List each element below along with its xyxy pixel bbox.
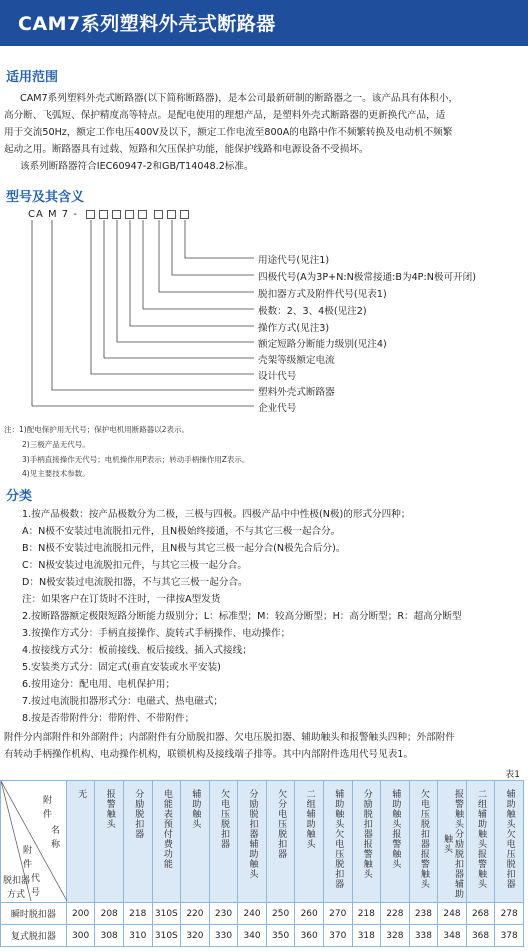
table-cell: 330 (209, 925, 238, 947)
table-row (1, 903, 524, 925)
table-cell: 218 (352, 903, 381, 925)
model-note: 4)见主要技术参数。 (22, 469, 90, 478)
table-cell: 270 (323, 903, 352, 925)
table-header-cell: 无 (66, 781, 95, 903)
classification-accessory-line: 有转动手柄操作机构、电动操作机构，联锁机构及接线端子排等。其中内部附件选用代号见表1。 (4, 749, 414, 760)
table-cell: 230 (209, 903, 238, 925)
scope-line: 高分断、飞弧短、保护精度高等特点。是配电使用的理想产品，是塑料外壳式断路器的更新换代产品，适 (4, 110, 446, 121)
corner-text: 称 (51, 840, 61, 850)
classification-line: 5.安装类方式分：固定式(垂直安装或水平安装) (22, 662, 221, 673)
table-header-cell: 分励脱扣器 (123, 781, 152, 903)
table-cell: 278 (495, 903, 524, 925)
classification-line: 1.按产品极数：按产品极数分为二极，三极与四极。四极产品中中性极(N极)的形式分四种； (22, 509, 411, 520)
classification-line: D：N极安装过电流脱扣器，不与其它三极一起分合。 (22, 577, 248, 588)
table-cell: 228 (381, 903, 410, 925)
table-header-cell: 辅助触头报警触头 (381, 781, 410, 903)
table-cell: 238 (409, 903, 438, 925)
code-label: 四极代号(A为3P+N:N极常接通:B为4P:N极可开闭) (258, 272, 476, 283)
model-note: 3)手柄直接操作无代号；电机操作用P表示；转动手柄操作用Z表示。 (22, 455, 250, 464)
table-cell: 218 (123, 903, 152, 925)
classification-line: 4.按接线方式分：板前接线、板后接线、插入式接线； (22, 645, 252, 656)
table-cell: 378 (495, 925, 524, 947)
table-row-name: 复式脱扣器 (1, 925, 67, 947)
table-row-name: 瞬时脱扣器 (1, 903, 67, 925)
table-header-cell: 辅助触头欠电压脱扣器 (323, 781, 352, 903)
table-cell: 208 (95, 903, 124, 925)
table-cell: 338 (409, 925, 438, 947)
table-cell: 268 (466, 903, 495, 925)
table-corner-cell (1, 781, 67, 903)
code-label: 设计代号 (258, 371, 297, 382)
classification-line: B：N极不安装过电流脱扣元件，且N极与其它三极一起分合(N极先合后分)。 (22, 543, 346, 554)
table-cell: 300 (66, 925, 95, 947)
table-header-cell: 辅助触头欠电压脱扣器 (495, 781, 524, 903)
classification-line: A：N极不安装过电流脱扣元件，且N极始终接通，不与其它三极一起合分。 (22, 526, 341, 537)
code-label: 用途代号(见注1) (258, 255, 330, 266)
model-code-prefix: CA M 7 - (28, 209, 78, 220)
table-header-cell: 欠分电压脱扣器 (266, 781, 295, 903)
table-header-cell: 二组辅助触头 (295, 781, 324, 903)
classification-line: 注：如果客户在订货时不注时，一律按A型发货 (22, 594, 221, 605)
section-title-model: 型号及其含义 (6, 190, 85, 205)
table-label: 表1 (505, 770, 520, 780)
table-header-cell: 报警触头分励脱扣器辅助触头 (438, 781, 467, 903)
code-label: 企业代号 (258, 403, 297, 414)
table-cell: 368 (466, 925, 495, 947)
table-cell: 248 (438, 903, 467, 925)
table-cell: 350 (266, 925, 295, 947)
classification-line: C：N极安装过电流脱扣元件，与其它三极一起分合。 (22, 560, 247, 571)
corner-text: 方式 (7, 890, 26, 900)
scope-line: CAM7系列塑料外壳式断路器(以下简称断路器)，是本公司最新研制的断路器之一。该产品具有体积小， (20, 93, 459, 104)
table-header-cell: 欠电压脱扣器报警触头 (409, 781, 438, 903)
corner-text: 号 (31, 888, 41, 898)
table-header-cell: 分励脱扣器辅助触头 (238, 781, 267, 903)
code-label: 脱扣器方式及附件代号(见表1) (258, 289, 387, 300)
classification-line: 8.按是否带附件分：带附件、不带附件； (22, 713, 195, 724)
corner-text: 代 (31, 874, 41, 884)
table-cell: 200 (66, 903, 95, 925)
corner-text: 附 (23, 846, 33, 856)
classification-line: 2.按断路器额定极限短路分断能力级别分；L：标准型；M：较高分断型；H：高分断型；R：超高分断型 (22, 611, 462, 622)
table-cell: 250 (266, 903, 295, 925)
table-cell: 310S (152, 925, 181, 947)
code-label: 塑料外壳式断路器 (258, 387, 335, 398)
page-title: CAM7系列塑料外壳式断路器 (18, 13, 276, 35)
classification-accessory-line: 附件分内部附件和外部附件；内部附件有分励脱扣器、欠电压脱扣器、辅助触头和报警触头四种；外部附件 (4, 732, 455, 743)
code-label: 极数：2、3、4极(见注2) (258, 306, 367, 317)
model-note: 注：1)配电保护用无代号；保护电机用断路器以2表示。 (4, 425, 189, 434)
table-cell: 328 (381, 925, 410, 947)
table-cell: 220 (181, 903, 210, 925)
table-cell: 360 (295, 925, 324, 947)
accessory-code-table (0, 780, 524, 947)
table-header-row (1, 781, 524, 903)
corner-text: 附 (43, 796, 53, 806)
table-cell: 348 (438, 925, 467, 947)
table-cell: 318 (352, 925, 381, 947)
classification-line: 7.按过电流脱扣器形式分：电磁式、热电磁式； (22, 696, 224, 707)
scope-line: 该系列断路器符合IEC60947-2和GB/T14048.2标准。 (20, 161, 254, 172)
table-cell: 240 (238, 903, 267, 925)
corner-text: 名 (51, 826, 61, 836)
model-note: 2)三极产品无代号。 (22, 440, 90, 449)
code-label: 操作方式(见注3) (258, 323, 330, 334)
table-cell: 260 (295, 903, 324, 925)
table-header-cell: 分励脱扣器报警触头 (352, 781, 381, 903)
table-header-cell: 欠电压脱扣器 (209, 781, 238, 903)
table-cell: 310 (123, 925, 152, 947)
code-label: 额定短路分断能力级别(见注4) (258, 339, 387, 350)
section-title-classification: 分类 (6, 489, 33, 504)
scope-line: 起动之用。断路器具有过载、短路和欠压保护功能，能保护线路和电源设备不受损坏。 (4, 144, 369, 155)
classification-line: 3.按操作方式分：手柄直接操作、旋转式手柄操作、电动操作； (22, 628, 291, 639)
table-header-cell: 辅助触头 (181, 781, 210, 903)
corner-text: 脱扣器 (3, 876, 31, 886)
table-cell: 340 (238, 925, 267, 947)
scope-line: 用于交流50Hz，额定工作电压400V及以下，额定工作电流至800A的电路中作不频繁转换及电动机不频繁 (4, 127, 453, 138)
classification-line: 6.按用途分：配电用、电机保护用； (22, 679, 176, 690)
table-cell: 308 (95, 925, 124, 947)
table-cell: 320 (181, 925, 210, 947)
table-header-cell: 二组辅助触头报警触头 (466, 781, 495, 903)
table-cell: 310S (152, 903, 181, 925)
corner-text: 件 (23, 860, 33, 870)
section-title-scope: 适用范围 (6, 70, 59, 85)
corner-text: 件 (43, 810, 53, 820)
table-cell: 370 (323, 925, 352, 947)
table-row (1, 925, 524, 947)
table-header-cell: 电能表预付费功能 (152, 781, 181, 903)
table-header-cell: 报警触头 (95, 781, 124, 903)
code-label: 壳架等级额定电流 (258, 355, 335, 366)
